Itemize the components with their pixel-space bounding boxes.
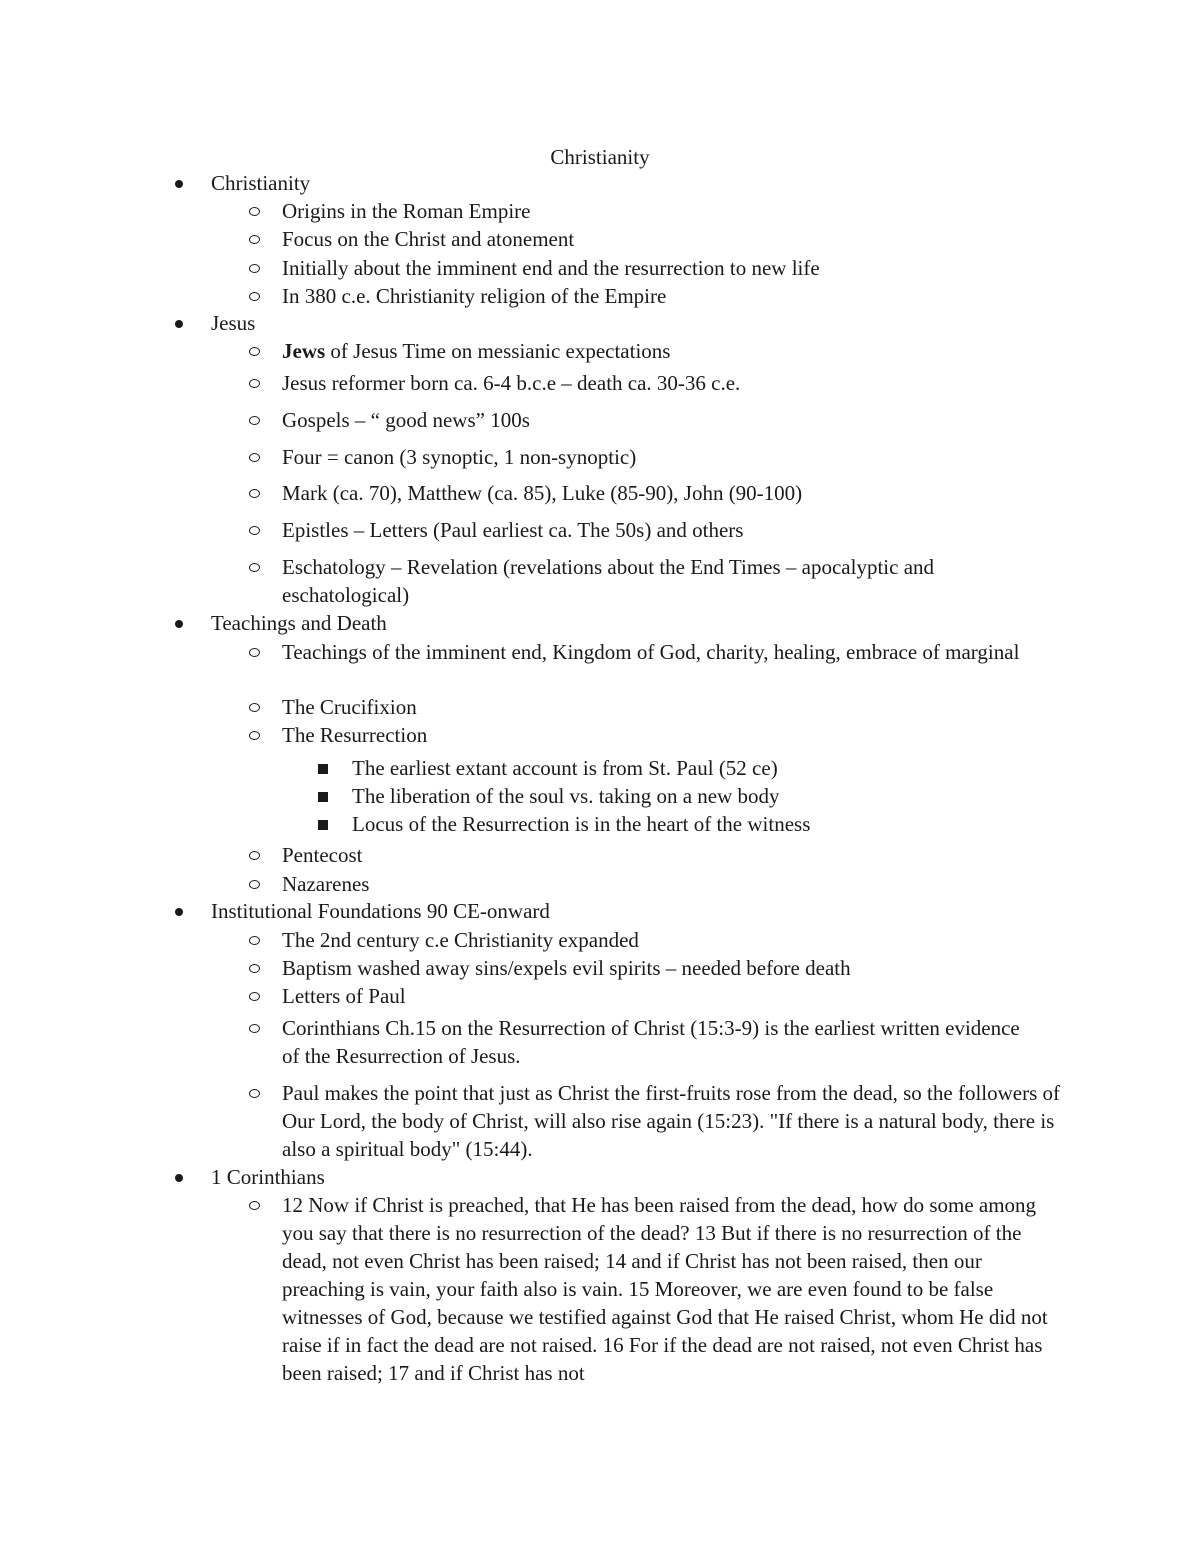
circle-bullet-icon bbox=[249, 731, 260, 740]
circle-bullet-icon bbox=[249, 936, 260, 945]
circle-bullet-icon bbox=[249, 648, 260, 657]
square-bullet-icon bbox=[318, 764, 328, 774]
list-item: Jesus reformer born ca. 6-4 b.c.e – death ca. 30-36 c.e. bbox=[282, 369, 1072, 397]
list-item: Baptism washed away sins/expels evil spirits – needed before death bbox=[282, 954, 1072, 982]
bullet-icon bbox=[175, 908, 183, 916]
circle-bullet-icon bbox=[249, 416, 260, 425]
circle-bullet-icon bbox=[249, 880, 260, 889]
bullet-1-corinthians: 1 Corinthians bbox=[211, 1163, 325, 1191]
list-item: The Resurrection bbox=[282, 721, 1072, 749]
square-bullet-icon bbox=[318, 820, 328, 830]
list-item: In 380 c.e. Christianity religion of the Empire bbox=[282, 282, 1072, 310]
bullet-institutional-foundations: Institutional Foundations 90 CE-onward bbox=[211, 897, 550, 925]
list-item: Teachings of the imminent end, Kingdom of God, charity, healing, embrace of marginal bbox=[282, 638, 1042, 666]
bullet-icon bbox=[175, 320, 183, 328]
circle-bullet-icon bbox=[249, 964, 260, 973]
page-title: Christianity bbox=[550, 145, 650, 169]
circle-bullet-icon bbox=[249, 207, 260, 216]
circle-bullet-icon bbox=[249, 1201, 260, 1210]
list-item: Paul makes the point that just as Christ the first-fruits rose from the dead, so the followers of Our Lord, the body of Christ, will also rise again (15:23). "If there is a natural body, there is also a spiritual body" (15:44). bbox=[282, 1079, 1062, 1163]
list-item: Locus of the Resurrection is in the heart of the witness bbox=[352, 810, 810, 838]
list-item: Letters of Paul bbox=[282, 982, 1072, 1010]
list-item: Origins in the Roman Empire bbox=[282, 197, 1072, 225]
circle-bullet-icon bbox=[249, 1024, 260, 1033]
list-item: Eschatology – Revelation (revelations about the End Times – apocalyptic and eschatological) bbox=[282, 553, 1042, 609]
circle-bullet-icon bbox=[249, 563, 260, 572]
list-item: Pentecost bbox=[282, 841, 1072, 869]
list-item: Jews of Jesus Time on messianic expectations bbox=[282, 337, 1072, 365]
circle-bullet-icon bbox=[249, 264, 260, 273]
list-item: Nazarenes bbox=[282, 870, 1072, 898]
list-item: 12 Now if Christ is preached, that He has been raised from the dead, how do some among you say that there is no resurrection of the dead? 13 But if there is no resurrection of the dead, not even Christ has been raised; 14 and if Christ has not been raised, then our preaching is vain, your faith also is vain. 15 Moreover, we are even found to be false witnesses of God, because we testified against God that He raised Christ, whom He did not raise if in fact the dead are not raised. 16 For if the dead are not raised, not even Christ has been raised; 17 and if Christ has not bbox=[282, 1191, 1064, 1387]
circle-bullet-icon bbox=[249, 489, 260, 498]
list-item: Gospels – “ good news” 100s bbox=[282, 406, 1072, 434]
square-bullet-icon bbox=[318, 792, 328, 802]
list-item: The Crucifixion bbox=[282, 693, 1072, 721]
list-item: Initially about the imminent end and the resurrection to new life bbox=[282, 254, 1072, 282]
circle-bullet-icon bbox=[249, 453, 260, 462]
list-item: Corinthians Ch.15 on the Resurrection of Christ (15:3-9) is the earliest written evidence of the Resurrection of Jesus. bbox=[282, 1014, 1032, 1070]
list-item: The earliest extant account is from St. Paul (52 ce) bbox=[352, 754, 778, 782]
list-item: Epistles – Letters (Paul earliest ca. The 50s) and others bbox=[282, 516, 1072, 544]
bullet-christianity: Christianity bbox=[211, 169, 310, 197]
bullet-icon bbox=[175, 620, 183, 628]
bullet-teachings-and-death: Teachings and Death bbox=[211, 609, 387, 637]
circle-bullet-icon bbox=[249, 235, 260, 244]
bullet-icon bbox=[175, 180, 183, 188]
circle-bullet-icon bbox=[249, 851, 260, 860]
list-item: Four = canon (3 synoptic, 1 non-synoptic) bbox=[282, 443, 1072, 471]
circle-bullet-icon bbox=[249, 526, 260, 535]
circle-bullet-icon bbox=[249, 992, 260, 1001]
circle-bullet-icon bbox=[249, 379, 260, 388]
list-item: Focus on the Christ and atonement bbox=[282, 225, 1072, 253]
circle-bullet-icon bbox=[249, 703, 260, 712]
list-item: Mark (ca. 70), Matthew (ca. 85), Luke (85-90), John (90-100) bbox=[282, 479, 1072, 507]
bullet-jesus: Jesus bbox=[211, 309, 255, 337]
circle-bullet-icon bbox=[249, 292, 260, 301]
bullet-icon bbox=[175, 1174, 183, 1182]
circle-bullet-icon bbox=[249, 1089, 260, 1098]
list-item: The 2nd century c.e Christianity expanded bbox=[282, 926, 1072, 954]
circle-bullet-icon bbox=[249, 347, 260, 356]
list-item: The liberation of the soul vs. taking on a new body bbox=[352, 782, 780, 810]
